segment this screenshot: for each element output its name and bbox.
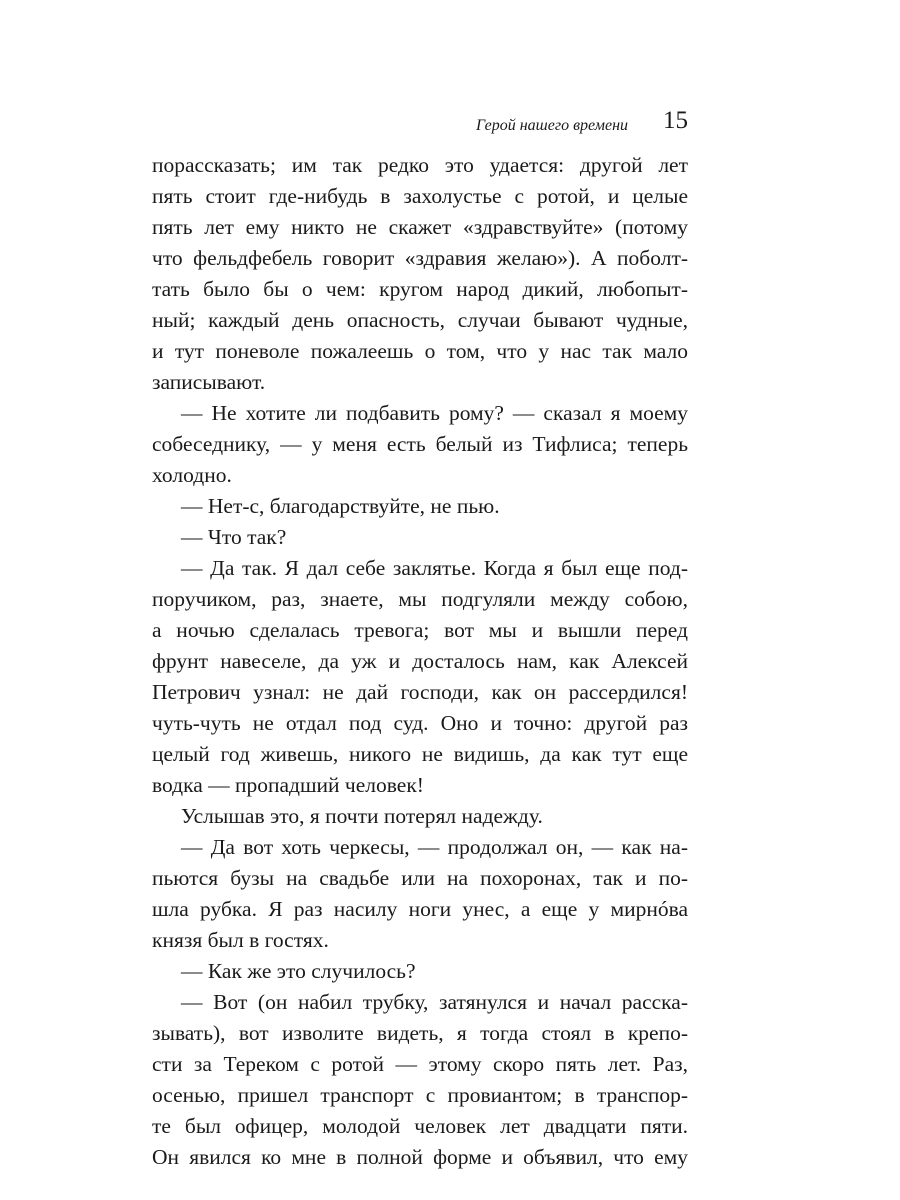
text-line: Он явился ко мне в полной форме и объявил, что ему [152, 1145, 688, 1169]
text-line: — Да вот хоть черкесы, — продолжал он, — как на- [181, 835, 688, 859]
text-line: что фельдфебель говорит «здравия желаю»). А поболт- [152, 246, 688, 270]
text-line: Услышав это, я почти потерял надежду. [181, 804, 543, 828]
text-line: тать было бы о чем: кругом народ дикий, любопыт- [152, 277, 688, 301]
text-line: собеседнику, — у меня есть белый из Тифлиса; теперь [152, 432, 688, 456]
text-line: пять лет ему никто не скажет «здравствуйте» (потому [152, 215, 688, 239]
text-line: пять стоит где-нибудь в захолустье с ротой, и целые [152, 184, 688, 208]
text-line: шла рубка. Я раз насилу ноги унес, а еще у мирнóва [152, 897, 688, 921]
text-line: порассказать; им так редко это удается: другой лет [152, 153, 688, 177]
text-line: а ночью сделалась тревога; вот мы и вышли перед [152, 618, 688, 642]
text-line: холодно. [152, 463, 232, 487]
text-line: — Нет-с, благодарствуйте, не пью. [181, 494, 500, 518]
body-text [152, 150, 688, 1173]
text-line: — Как же это случилось? [181, 959, 416, 983]
text-line: целый год живешь, никого не видишь, да как тут еще [152, 742, 688, 766]
text-line: осенью, пришел транспорт с провиантом; в транспор- [152, 1083, 688, 1107]
text-line: зывать), вот изволите видеть, я тогда стоял в крепо- [152, 1021, 688, 1045]
page-number: 15 [663, 107, 688, 134]
text-line: — Да так. Я дал себе заклятье. Когда я был еще под- [181, 556, 688, 580]
text-line: водка — пропадший человек! [152, 773, 424, 797]
text-line: записывают. [152, 370, 266, 394]
text-line: — Не хотите ли подбавить рому? — сказал я моему [181, 401, 688, 425]
text-line: сти за Тереком с ротой — этому скоро пять лет. Раз, [152, 1052, 688, 1076]
text-line: и тут поневоле пожалеешь о том, что у нас так мало [152, 339, 688, 363]
text-line: фрунт навеселе, да уж и досталось нам, как Алексей [152, 649, 688, 673]
running-head [152, 104, 688, 138]
text-line: — Вот (он набил трубку, затянулся и начал расска- [181, 990, 688, 1014]
running-title: Герой нашего времени [476, 117, 628, 134]
text-line: князя был в гостях. [152, 928, 329, 952]
text-line: пьются бузы на свадьбе или на похоронах, так и по- [152, 866, 688, 890]
text-line: ный; каждый день опасность, случаи бывают чудные, [152, 308, 688, 332]
text-line: — Что так? [181, 525, 287, 549]
text-line: Петрович узнал: не дай господи, как он рассердился! [152, 680, 688, 704]
text-line: те был офицер, молодой человек лет двадцати пяти. [152, 1114, 688, 1138]
text-line: чуть-чуть не отдал под суд. Оно и точно: другой раз [152, 711, 688, 735]
text-line: поручиком, раз, знаете, мы подгуляли между собою, [152, 587, 688, 611]
